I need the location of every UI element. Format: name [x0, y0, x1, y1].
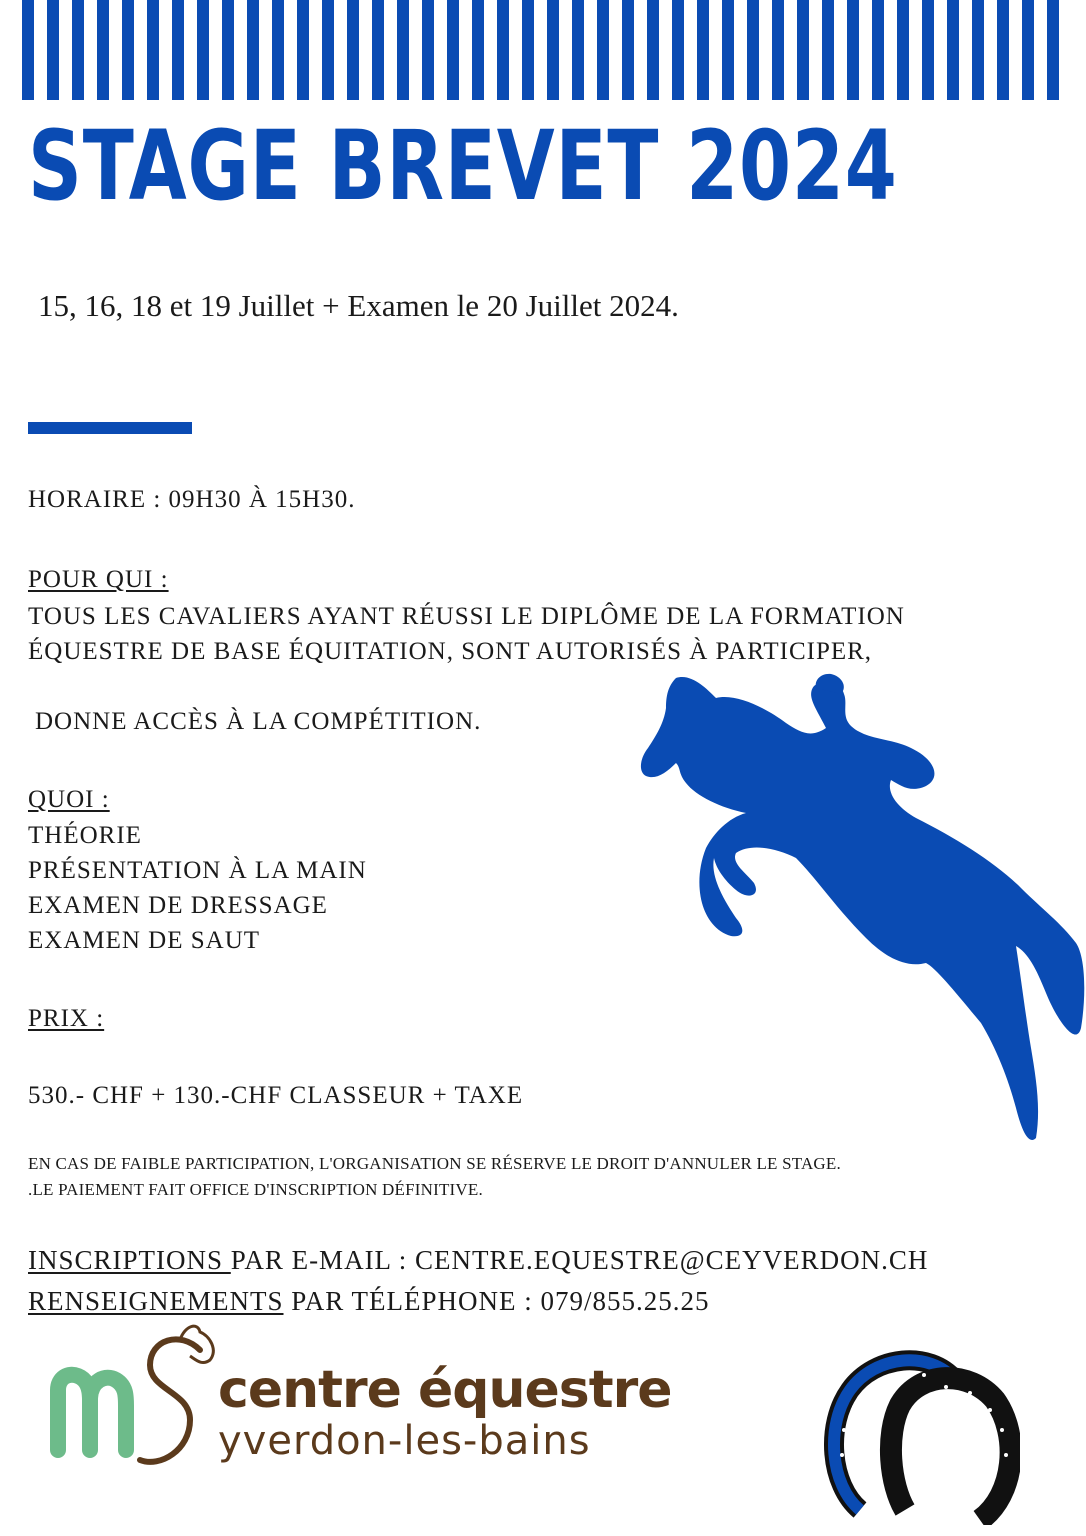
page-title: STAGE BREVET 2024 — [28, 110, 898, 222]
horaire: HORAIRE : 09H30 À 15H30. — [28, 486, 356, 513]
header-stripe — [722, 0, 734, 100]
quoi-item: PRÉSENTATION À LA MAIN — [28, 857, 367, 884]
header-stripe — [1022, 0, 1034, 100]
header-stripe — [797, 0, 809, 100]
note-payment: .LE PAIEMENT FAIT OFFICE D'INSCRIPTION DÉFINITIVE. — [28, 1180, 483, 1199]
header-stripe — [347, 0, 359, 100]
header-stripe — [822, 0, 834, 100]
horseshoes-icon — [820, 1335, 1020, 1525]
header-stripe — [947, 0, 959, 100]
logo-line2: yverdon-les-bains — [218, 1418, 591, 1464]
header-stripe — [897, 0, 909, 100]
header-stripe — [72, 0, 84, 100]
header-stripe — [547, 0, 559, 100]
quoi-item: THÉORIE — [28, 822, 142, 849]
header-stripe — [1047, 0, 1059, 100]
divider — [28, 422, 192, 434]
header-stripe — [197, 0, 209, 100]
header-stripe — [297, 0, 309, 100]
header-stripe — [922, 0, 934, 100]
pour-qui-heading: POUR QUI : — [28, 566, 169, 593]
header-stripe — [247, 0, 259, 100]
header-stripe — [772, 0, 784, 100]
header-stripe — [747, 0, 759, 100]
header-stripe — [997, 0, 1009, 100]
header-stripe — [172, 0, 184, 100]
pour-qui-line2: ÉQUESTRE DE BASE ÉQUITATION, SONT AUTORISÉS À PARTICIPER, — [28, 638, 873, 665]
stage-dates: 15, 16, 18 et 19 Juillet + Examen le 20 Juillet 2024. — [38, 288, 679, 323]
header-stripe — [472, 0, 484, 100]
header-stripe — [222, 0, 234, 100]
header-stripes — [22, 0, 1086, 100]
inscriptions-email: PAR E-MAIL : CENTRE.EQUESTRE@CEYVERDON.CH — [230, 1245, 929, 1275]
contact-inscriptions — [28, 1240, 928, 1280]
header-stripe — [572, 0, 584, 100]
header-stripe — [147, 0, 159, 100]
inscriptions-label: INSCRIPTIONS — [28, 1245, 231, 1275]
header-stripe — [522, 0, 534, 100]
header-stripe — [422, 0, 434, 100]
contact-renseignements — [28, 1281, 710, 1321]
header-stripe — [972, 0, 984, 100]
header-stripe — [597, 0, 609, 100]
centre-equestre-logo — [50, 1320, 670, 1480]
header-stripe — [47, 0, 59, 100]
quoi-item: EXAMEN DE DRESSAGE — [28, 892, 328, 919]
header-stripe — [97, 0, 109, 100]
prix-value: 530.- CHF + 130.-CHF CLASSEUR + TAXE — [28, 1082, 524, 1109]
pour-qui-line3: DONNE ACCÈS À LA COMPÉTITION. — [35, 708, 482, 735]
header-stripe — [697, 0, 709, 100]
header-stripe — [647, 0, 659, 100]
header-stripe — [672, 0, 684, 100]
header-stripe — [447, 0, 459, 100]
header-stripe — [397, 0, 409, 100]
note-cancellation: EN CAS DE FAIBLE PARTICIPATION, L'ORGANISATION SE RÉSERVE LE DROIT D'ANNULER LE STAGE. — [28, 1154, 841, 1173]
header-stripe — [122, 0, 134, 100]
quoi-item: EXAMEN DE SAUT — [28, 927, 261, 954]
renseignements-label: RENSEIGNEMENTS — [28, 1286, 284, 1316]
header-stripe — [622, 0, 634, 100]
header-stripe — [22, 0, 34, 100]
logo-mark-icon — [50, 1320, 220, 1480]
header-stripe — [872, 0, 884, 100]
pour-qui-line1: TOUS LES CAVALIERS AYANT RÉUSSI LE DIPLÔME DE LA FORMATION — [28, 603, 905, 630]
renseignements-phone: PAR TÉLÉPHONE : 079/855.25.25 — [283, 1286, 710, 1316]
quoi-heading: QUOI : — [28, 786, 110, 813]
logo-line1: centre équestre — [218, 1360, 672, 1420]
header-stripe — [372, 0, 384, 100]
header-stripe — [497, 0, 509, 100]
header-stripe — [272, 0, 284, 100]
prix-heading: PRIX : — [28, 1005, 105, 1032]
header-stripe — [322, 0, 334, 100]
horse-jumping-silhouette-icon — [636, 668, 1086, 1148]
header-stripe — [847, 0, 859, 100]
